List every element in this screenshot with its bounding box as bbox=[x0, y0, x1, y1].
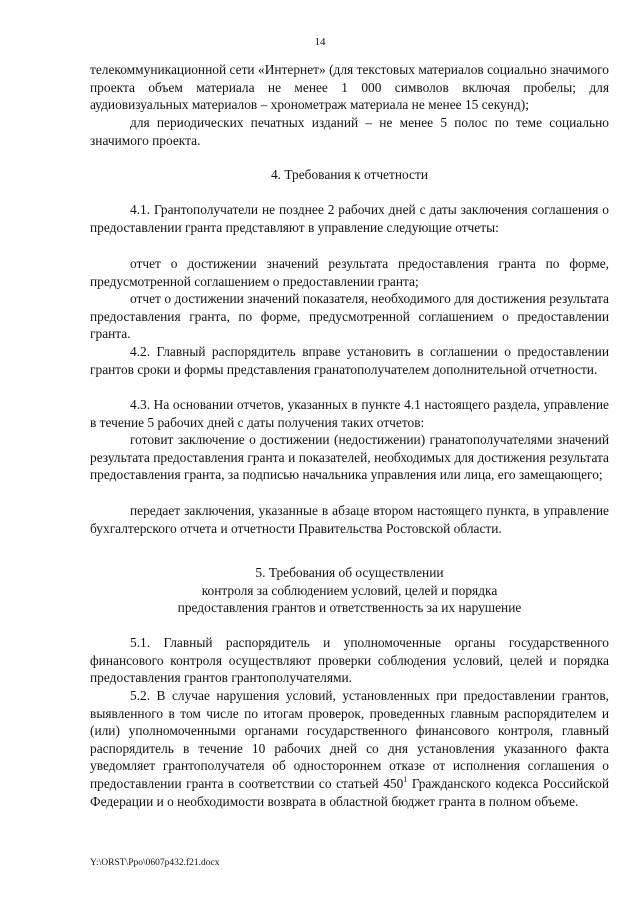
page-number: 14 bbox=[314, 36, 326, 48]
paragraph-report-indicator: отчет о достижении значений показателя, необходимого для достижения результата предоставления гранта, по форме, предусмотренной соглашением о предоставлении гранта. bbox=[90, 291, 609, 342]
paragraph-conclusion: готовит заключение о достижении (недостижении) гранатополучателями значений результата предоставления гранта и показателей, необходимых для достижения результата предоставления гранта, за подписью начальника управления или лица, его замещающего; bbox=[90, 432, 609, 483]
paragraph-4-1: 4.1. Грантополучатели не позднее 2 рабочих дней с даты заключения соглашения о предоставлении гранта представляют в управление следующие отчеты: bbox=[90, 202, 609, 235]
paragraph-5-1: 5.1. Главный распорядитель и уполномоченные органы государственного финансового контроля осуществляют проверки соблюдения условий, целей и порядка предоставления грантов грантополучателями. bbox=[90, 635, 609, 686]
paragraph-periodicals: для периодических печатных изданий – не менее 5 полос по теме социально значимого проекта. bbox=[90, 115, 609, 148]
article-superscript: 1 bbox=[403, 774, 408, 784]
paragraph-5-2 bbox=[90, 687, 609, 810]
paragraph-transfer: передает заключения, указанные в абзаце втором настоящего пункта, в управление бухгалтерского отчета и отчетности Правительства Ростовской области. bbox=[90, 503, 609, 536]
paragraph-5-2-text: 5.2. В случае нарушения условий, установленных при предоставлении грантов, выявленного в том числе по итогам проверок, проведенных главным распорядителем и (или) уполномоченными органами государственного финансового контроля, главный распорядитель в течение 10 рабочих дней со дня установления указанного факта уведомляет грантополучателя об одностороннем отказе от исполнения соглашения о предоставлении гранта в соответствии со статьей 450 bbox=[90, 688, 609, 791]
paragraph-4-2: 4.2. Главный распорядитель вправе установить в соглашении о предоставлении грантов сроки и формы представления гранатополучателем дополнительной отчетности. bbox=[90, 344, 609, 377]
paragraph-report-result: отчет о достижении значений результата предоставления гранта по форме, предусмотренной соглашением о предоставлении гранта; bbox=[90, 256, 609, 289]
section-4-heading: 4. Требования к отчетности bbox=[270, 167, 429, 182]
section-5-heading-line2: контроля за соблюдением условий, целей и порядка bbox=[201, 583, 498, 598]
paragraph-internet-materials: телекоммуникационной сети «Интернет» (для текстовых материалов социально значимого проекта объем материала не менее 1 000 символов включая пробелы; для аудиовизуальных материалов – хронометраж материала не менее 15 секунд); bbox=[90, 62, 609, 113]
section-5-heading-line3: предоставления грантов и ответственность за их нарушение bbox=[177, 600, 522, 615]
footer-file-path: Y:\ORST\Ppo\0607p432.f21.docx bbox=[90, 858, 220, 868]
section-5-heading-line1: 5. Требования об осуществлении bbox=[255, 565, 444, 580]
paragraph-4-3: 4.3. На основании отчетов, указанных в пункте 4.1 настоящего раздела, управление в течение 5 рабочих дней с даты получения таких отчетов: bbox=[90, 397, 609, 430]
paragraph-5-2-text-end: Гражданского кодекса Российской Федерации и о необходимости возврата в областной бюджет гранта в полном объеме. bbox=[90, 775, 609, 809]
